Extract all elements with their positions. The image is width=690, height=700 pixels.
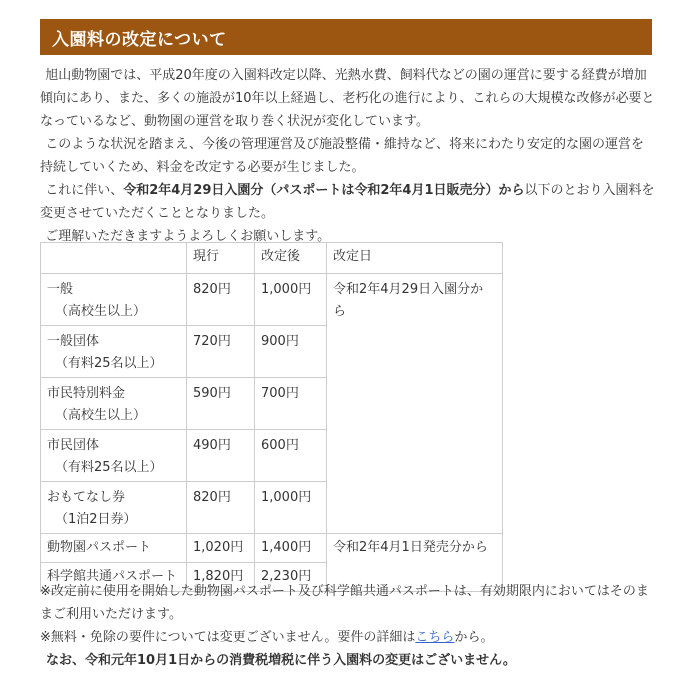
row-name: 市民特別料金: [47, 386, 126, 401]
row-current-price: 590円: [187, 378, 255, 430]
section-title-bar: [40, 19, 652, 55]
header-revised: 改定後: [255, 243, 327, 274]
intro-text: [40, 64, 655, 248]
row-category: [41, 430, 187, 482]
note-passport: ※改定前に使用を開始した動物園パスポート及び科学館共通パスポートは、有効期限内においてはそのままご利用いただけます。: [40, 584, 649, 622]
row-sub: （有料25名以上）: [55, 460, 163, 475]
row-current-price: 820円: [187, 274, 255, 326]
row-date-admission: 令和2年4月29日入園分から: [327, 274, 503, 534]
intro-p3-after: 以下のとおり入園料を変更させていただくこととなりました。: [40, 183, 655, 221]
header-category: [41, 243, 187, 274]
row-date-passport: 令和2年4月1日発売分から: [327, 534, 503, 592]
row-sub: （1泊2日券）: [55, 512, 137, 527]
intro-paragraph-1: 旭山動物園では、平成20年度の入園料改定以降、光熱水費、飼料代などの園の運営に要する経費が増加傾向にあり、また、多くの施設が10年以上経過し、老朽化の進行により、これらの大規模な改修が必要となっているなど、動物園の運営を取り巻く状況が変化しています。: [40, 68, 655, 129]
note-tax: なお、令和元年10月1日からの消費税増税に伴う入園料の変更はございません。: [46, 653, 516, 668]
row-revised-price: 700円: [255, 378, 327, 430]
exemption-details-link[interactable]: こちら: [415, 630, 455, 645]
row-sub: （有料25名以上）: [55, 356, 163, 371]
row-name: おもてなし券: [47, 490, 126, 505]
row-name: 一般団体: [47, 334, 100, 349]
row-category: [41, 482, 187, 534]
note-exemption: [40, 626, 660, 649]
row-category: [41, 326, 187, 378]
row-revised-price: 900円: [255, 326, 327, 378]
row-category: 動物園パスポート: [41, 534, 187, 563]
section-title: 入園料の改定について: [52, 29, 227, 50]
intro-paragraph-3: [40, 179, 655, 225]
intro-paragraph-2: このような状況を踏まえ、今後の管理運営及び施設整備・維持など、将来にわたり安定的な園の運営を持続していくため、料金を改定する必要が生じました。: [40, 137, 644, 175]
row-name: 市民団体: [47, 438, 100, 453]
row-current-price: 720円: [187, 326, 255, 378]
row-category: [41, 274, 187, 326]
intro-p3-bold: 令和2年4月29日入園分（パスポートは令和2年4月1日販売分）から: [123, 183, 525, 198]
row-revised-price: 600円: [255, 430, 327, 482]
table-header-row: [41, 243, 503, 274]
row-sub: （高校生以上）: [55, 408, 147, 423]
intro-paragraph-4: ご理解いただきますようよろしくお願いします。: [45, 229, 331, 244]
row-current-price: 1,020円: [187, 534, 255, 563]
header-current: 現行: [187, 243, 255, 274]
table-row: [41, 274, 503, 326]
row-name: 一般: [47, 282, 74, 297]
note-exemption-after: から。: [454, 630, 494, 645]
row-revised-price: 1,400円: [255, 534, 327, 563]
row-sub: （高校生以上）: [55, 304, 147, 319]
row-current-price: 1,820円: [187, 563, 255, 592]
row-revised-price: 1,000円: [255, 274, 327, 326]
table-row: [41, 534, 503, 563]
note-exemption-before: ※無料・免除の要件については変更ございません。要件の詳細は: [40, 630, 416, 645]
row-category: [41, 378, 187, 430]
notes: [40, 580, 660, 672]
header-date: 改定日: [327, 243, 503, 274]
row-current-price: 490円: [187, 430, 255, 482]
row-category: 科学館共通パスポート: [41, 563, 187, 592]
fee-table: [40, 242, 503, 592]
intro-p3-before: これに伴い、: [45, 183, 124, 198]
row-current-price: 820円: [187, 482, 255, 534]
row-revised-price: 2,230円: [255, 563, 327, 592]
row-revised-price: 1,000円: [255, 482, 327, 534]
